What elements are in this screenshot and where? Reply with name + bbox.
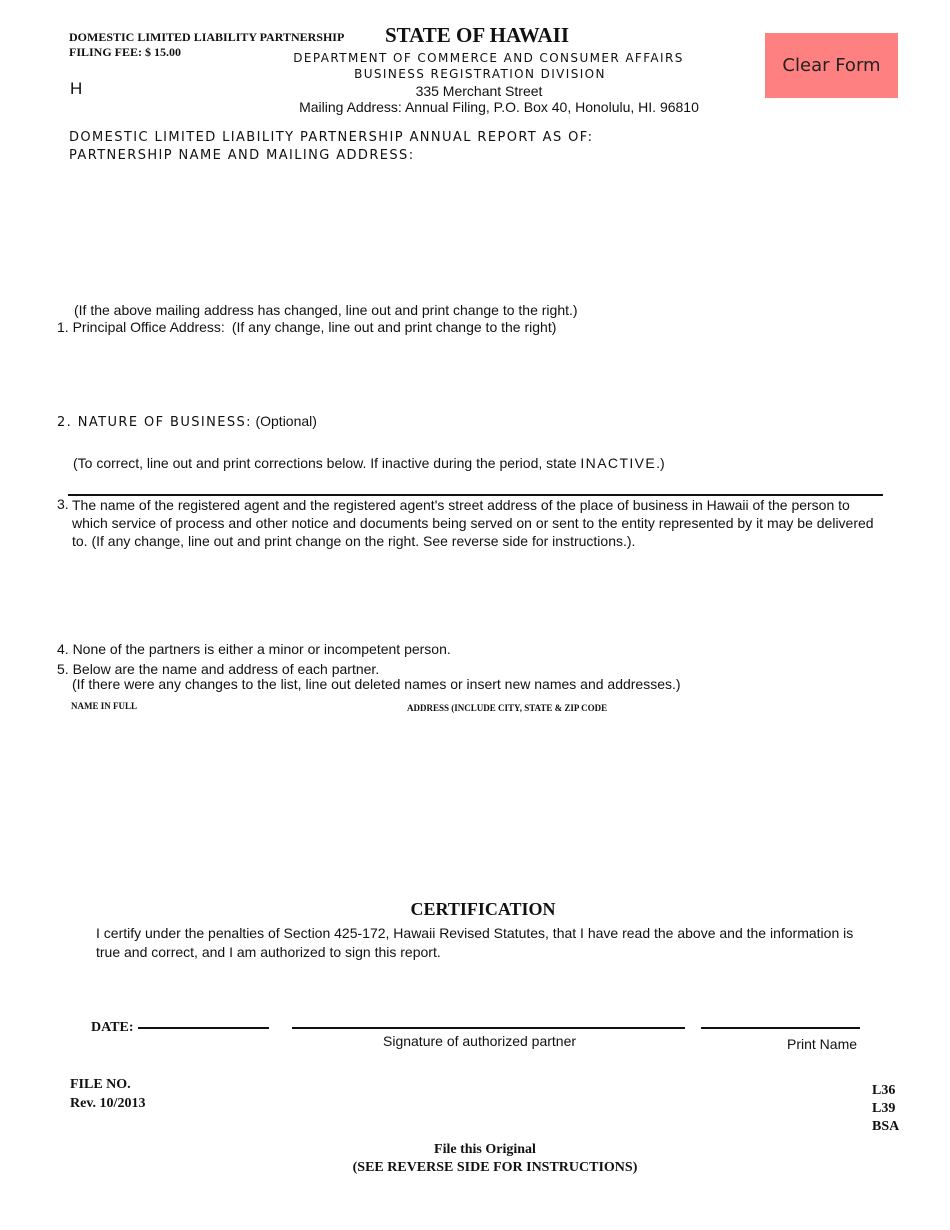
address-change-note: (If the above mailing address has changed, line out and print change to the right.) [74,302,578,318]
nature-optional: (Optional) [255,413,317,429]
partners-minor-statement: 4. None of the partners is either a minor or incompetent person. [57,641,451,657]
date-line[interactable] [138,1027,269,1029]
report-title: DOMESTIC LIMITED LIABILITY PARTNERSHIP ANNUAL REPORT AS OF: [69,130,594,145]
nature-correction-note [73,455,665,471]
address-column-header: ADDRESS (INCLUDE CITY, STATE & ZIP CODE [407,703,608,713]
department-name: DEPARTMENT OF COMMERCE AND CONSUMER AFFAIRS [293,51,684,65]
principal-office-label: 1. Principal Office Address: [57,319,225,335]
nature-of-business-row [57,413,317,431]
file-number-label: FILE NO. [70,1077,131,1092]
file-original-label: File this Original [434,1142,536,1157]
division-name: BUSINESS REGISTRATION DIVISION [354,67,606,81]
letter-code: H [70,79,83,98]
certification-text: I certify under the penalties of Section 425-172, Hawaii Revised Statutes, that I have read the above and the information is true and correct, and I am authorized to sign this report. [96,925,854,960]
name-column-header: NAME IN FULL [71,701,138,711]
form-type-label: DOMESTIC LIMITED LIABILITY PARTNERSHIP [69,30,345,44]
partnership-name-label: PARTNERSHIP NAME AND MAILING ADDRESS: [69,148,415,163]
reverse-side-instructions: (SEE REVERSE SIDE FOR INSTRUCTIONS) [352,1160,638,1175]
revision-label: Rev. 10/2013 [70,1096,146,1111]
partners-change-note: (If there were any changes to the list, line out deleted names or insert new names and addresses.) [72,676,681,692]
street-address: 335 Merchant Street [415,83,543,99]
certification-heading: CERTIFICATION [410,899,556,919]
partners-list-statement: 5. Below are the name and address of each partner. [57,661,380,677]
form-code: BSA [872,1119,900,1134]
nature-of-business-label: 2. NATURE OF BUSINESS: [57,415,252,430]
form-code: L39 [872,1101,896,1116]
registered-agent-number: 3. [57,496,69,512]
clear-form-button[interactable]: Clear Form [765,33,898,98]
state-title: STATE OF HAWAII [385,23,569,47]
nature-note-text: (To correct, line out and print corrections below. If inactive during the period, state [73,455,581,471]
nature-note-end: .) [656,455,665,471]
mailing-address: Mailing Address: Annual Filing, P.O. Box 40, Honolulu, HI. 96810 [299,99,699,115]
inactive-word: INACTIVE [580,455,657,471]
signature-line[interactable] [292,1027,685,1029]
principal-office-row [57,319,556,337]
print-name-label: Print Name [787,1036,858,1052]
filing-fee-label: FILING FEE: $ 15.00 [69,45,182,59]
registered-agent-text: The name of the registered agent and the registered agent's street address of the place of business in Hawaii of the person to which service of process and other notice and documents being served on or sent to the entity represented by it may be delivered to. (If any change, line out and print change on the right. See reverse side for instructions.). [72,497,874,549]
print-name-line[interactable] [701,1027,860,1029]
date-label: DATE: [91,1020,134,1035]
form-code: L36 [872,1083,896,1098]
signature-label: Signature of authorized partner [383,1033,577,1049]
principal-office-note: (If any change, line out and print change to the right) [231,319,557,335]
